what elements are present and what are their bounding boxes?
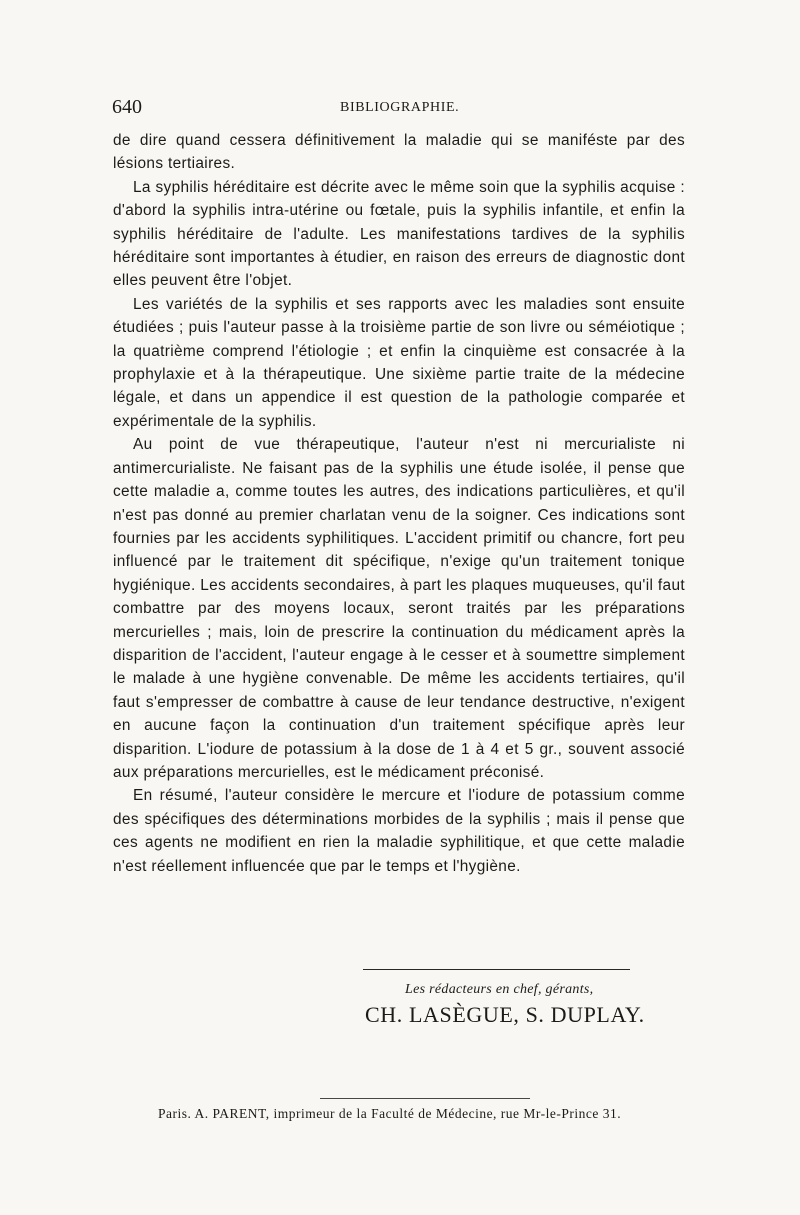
signature-rule (363, 969, 630, 970)
signature-names: CH. LASÈGUE, S. DUPLAY. (365, 1002, 645, 1027)
paragraph-continuation: de dire quand cessera définitivement la maladie qui se maniféste par des lésions tertiaires. (113, 132, 685, 173)
paragraph-summary: En résumé, l'auteur considère le mercure et l'iodure de potassium comme des spécifiques des déterminations morbides de la syphilis ; mais il pense que ces agents ne modifient en rien la maladie syphilitique, et que cette maladie n'est réellement influencée que par le temps et l'hygiène. (113, 787, 685, 875)
imprint-rule (320, 1098, 530, 1099)
paragraph-hereditary-syphilis: La syphilis héréditaire est décrite avec le même soin que la syphilis acquise : d'abord la syphilis intra-utérine ou fœtale, puis la syphilis infantile, et enfin la syphilis héréditaire de l'adulte. Les manifestations tardives de la syphilis héréditaire sont importantes à étudier, en raison des erreurs de diagnostic dont elles peuvent être l'objet. (113, 178, 685, 290)
signature-title: Les rédacteurs en chef, gérants, (405, 982, 594, 997)
paragraph-therapeutics: Au point de vue thérapeutique, l'auteur n'est ni mercurialiste ni antimercurialiste. Ne faisant pas de la syphilis une étude isolée, il pense que cette maladie a, comme toutes les autres, des indications particulières, et qu'il n'est pas donné au premier charlatan venu de la soigner. Ces indications sont fournies par les accidents syphilitiques. L'accident primitif ou chancre, fort peu influencé par le traitement dit spécifique, n'exige qu'un traitement tonique hygiénique. Les accidents secondaires, à part les plaques muqueuses, qu'il faut combattre par des moyens locaux, seront traités par les préparations mercurielles ; mais, loin de prescrire la continuation du médicament après la disparition de l'accident, l'auteur engage à le cesser et à soumettre simplement le malade à une hygiène convenable. De même les accidents tertiaires, qu'il faut s'empresser de combattre à cause de leur tendance destructive, n'exigent en aucune façon la continuation d'un traitement spécifique après leur disparition. L'iodure de potassium à la dose de 1 à 4 et 5 gr., souvent associé aux préparations mercurielles, est le médicament préconisé. (113, 436, 685, 781)
page-number: 640 (112, 96, 142, 118)
body-text (113, 129, 685, 878)
paragraph-varieties: Les variétés de la syphilis et ses rapports avec les maladies sont ensuite étudiées ; puis l'auteur passe à la troisième partie de son livre ou séméiotique ; la quatrième comprend l'étiologie ; et enfin la cinquième est consacrée à la prophylaxie et à la thérapeutique. Une sixième partie traite de la médecine légale, et dans un appendice il est question de la pathologie comparée et expérimentale de la syphilis. (113, 295, 685, 430)
printer-imprint: Paris. A. PARENT, imprimeur de la Faculté de Médecine, rue Mr-le-Prince 31. (158, 1106, 622, 1121)
page-header (112, 96, 684, 122)
running-head: BIBLIOGRAPHIE. (340, 100, 460, 115)
